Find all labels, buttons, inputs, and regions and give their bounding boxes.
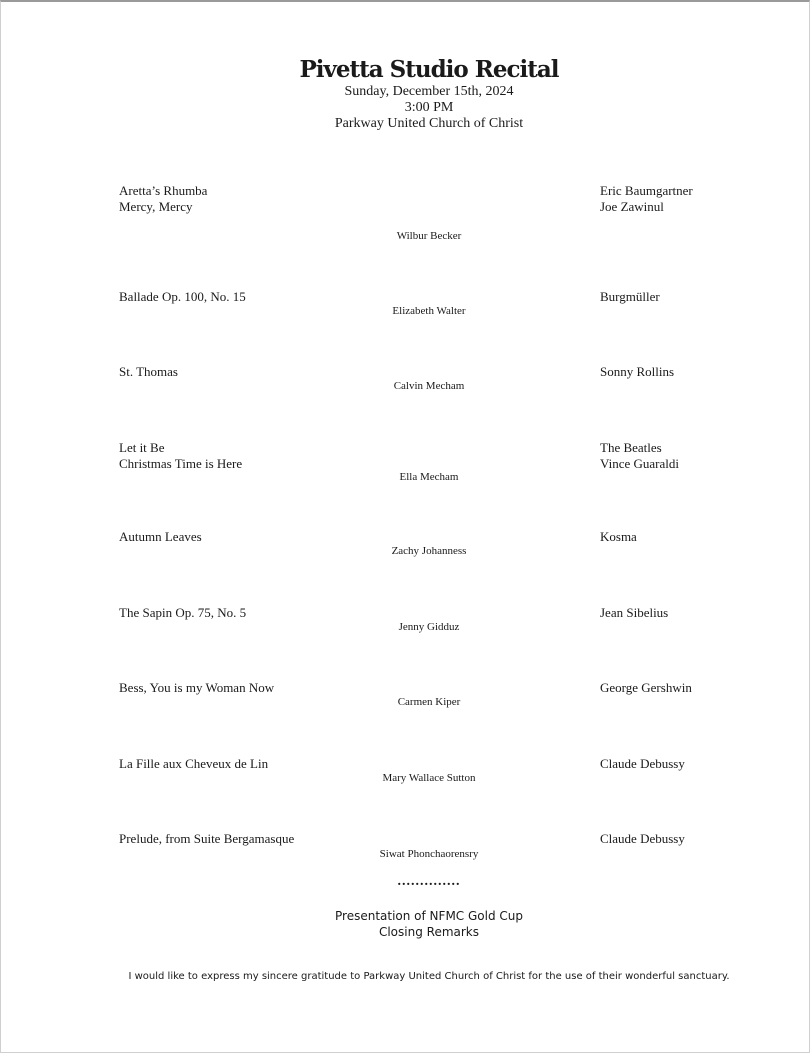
composer-names	[600, 831, 685, 847]
closing-remarks: Closing Remarks	[378, 925, 480, 939]
composer-names	[600, 440, 679, 472]
composer-name: George Gershwin	[600, 680, 692, 695]
composer-name: Eric Baumgartner	[600, 183, 693, 198]
composer-name: Sonny Rollins	[600, 364, 675, 379]
piece-title: The Sapin Op. 75, No. 5	[119, 605, 247, 620]
piece-titles	[119, 680, 274, 696]
performer-name: Jenny Gidduz	[398, 621, 460, 633]
piece-title: Mercy, Mercy	[119, 199, 193, 214]
composer-name: Jean Sibelius	[600, 605, 669, 620]
performer-name: Carmen Kiper	[397, 696, 461, 708]
composer-names	[600, 756, 685, 772]
recital-time: 3:00 PM	[404, 100, 454, 115]
piece-titles	[119, 364, 178, 380]
composer-names	[600, 183, 693, 215]
performer-name: Mary Wallace Sutton	[382, 772, 476, 784]
performer-name: Wilbur Becker	[396, 230, 462, 242]
closing-section	[279, 908, 579, 940]
composer-name: Claude Debussy	[600, 831, 685, 846]
piece-title: Autumn Leaves	[119, 529, 202, 544]
composer-name: The Beatles	[600, 440, 662, 455]
recital-date: Sunday, December 15th, 2024	[344, 84, 514, 99]
piece-title: Bess, You is my Woman Now	[119, 680, 275, 695]
recital-title: Pivetta Studio Recital	[299, 56, 559, 83]
piece-title: Christmas Time is Here	[119, 456, 243, 471]
acknowledgement: I would like to express my sincere gratitude to Parkway United Church of Christ for the use of their wonderful sanctuary.	[128, 971, 730, 982]
composer-name: Kosma	[600, 529, 637, 544]
piece-titles	[119, 756, 268, 772]
piece-title: Prelude, from Suite Bergamasque	[119, 831, 295, 846]
composer-names	[600, 605, 668, 621]
composer-names	[600, 529, 637, 545]
program-header	[0, 56, 810, 132]
piece-title: La Fille aux Cheveux de Lin	[119, 756, 269, 771]
composer-name: Joe Zawinul	[600, 199, 664, 214]
gold-cup-presentation: Presentation of NFMC Gold Cup	[335, 909, 523, 923]
piece-titles	[119, 289, 246, 305]
piece-titles	[119, 440, 242, 472]
performer-name: Zachy Johanness	[391, 545, 467, 557]
composer-names	[600, 289, 660, 305]
separator-dots: ..............	[397, 874, 461, 889]
piece-titles	[119, 183, 207, 215]
piece-titles	[119, 605, 246, 621]
recital-venue: Parkway United Church of Christ	[334, 116, 524, 131]
composer-name: Claude Debussy	[600, 756, 685, 771]
piece-title: Aretta’s Rhumba	[119, 183, 208, 198]
composer-name: Burgmüller	[600, 289, 660, 304]
performer-name: Ella Mecham	[399, 471, 459, 483]
piece-title: St. Thomas	[119, 364, 178, 379]
composer-names	[600, 364, 674, 380]
piece-title: Let it Be	[119, 440, 165, 455]
composer-names	[600, 680, 692, 696]
piece-titles	[119, 831, 294, 847]
composer-name: Vince Guaraldi	[600, 456, 679, 471]
piece-title: Ballade Op. 100, No. 15	[119, 289, 246, 304]
performer-name: Siwat Phonchaorensry	[379, 848, 479, 860]
performer-name: Elizabeth Walter	[392, 305, 466, 317]
piece-titles	[119, 529, 202, 545]
performer-name: Calvin Mecham	[393, 380, 465, 392]
